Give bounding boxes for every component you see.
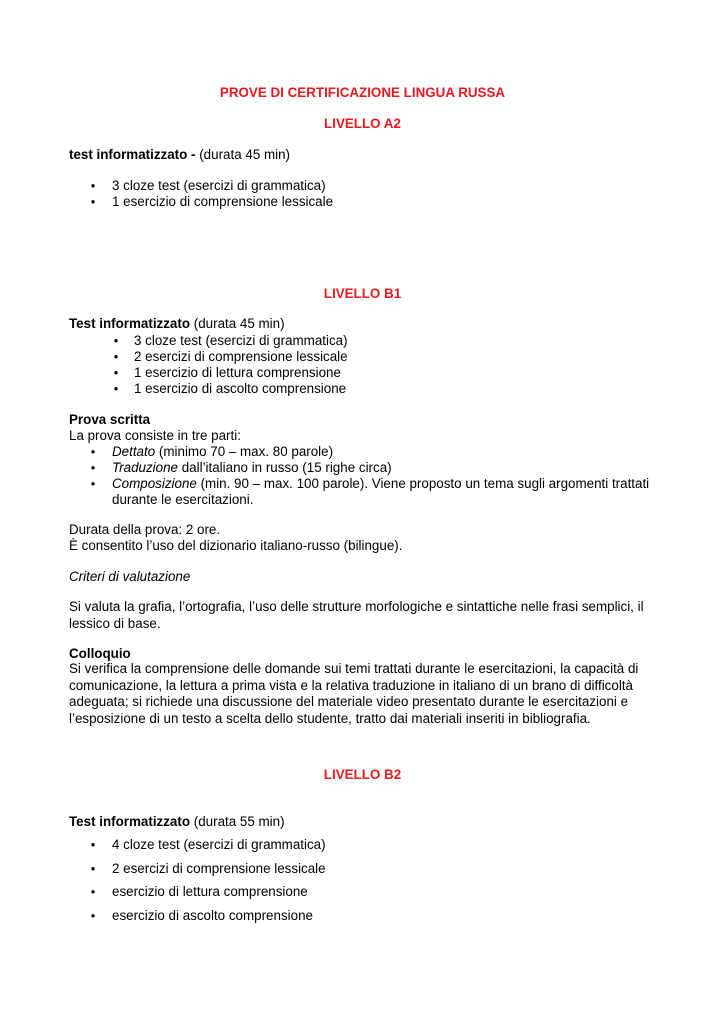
written-item-detail: dall’italiano in russo (15 righe circa) [178,460,392,475]
written-item-detail: (min. 90 – max. 100 parole). Viene proposto un tema sugli argomenti trattati durante le esercitazioni. [112,476,650,507]
criteria-text: Si valuta la grafia, l’ortografia, l’uso delle strutture morfologiche e sintattiche nelle frasi semplici, il lessico di base. [69,599,644,631]
oral-exam-text: Si verifica la comprensione delle domande sui temi trattati durante le esercitazioni, la capacità di comunicazione, la lettura a prima vista e la relativa traduzione in italiano di un brano di difficoltà adeguata; si richiede una discussione del materiale video presentato durante le esercitazioni e l’esposizione di un testo a scelta dello studente, tratto dai materiali inseriti in bibliografia. [69,661,639,726]
exam-duration: Durata della prova: 2 ore. [69,522,221,537]
a2-list-item: 1 esercizio di comprensione lessicale [112,194,334,209]
bullet-icon: • [90,444,96,459]
a2-test-duration: (durata 45 min) [199,147,291,162]
b1-list-item: 2 esercizi di comprensione lessicale [134,349,348,364]
level-b2-heading: LIVELLO B2 [323,767,402,782]
written-item-composition [112,476,657,508]
bullet-icon: • [90,884,96,899]
bullet-icon: • [113,365,119,380]
dictionary-note: È consentito l’uso del dizionario italiano-russo (bilingue). [69,538,403,553]
level-b1-heading: LIVELLO B1 [323,286,402,301]
a2-list-item: 3 cloze test (esercizi di grammatica) [112,178,326,193]
bullet-icon: • [113,349,119,364]
criteria-heading: Criteri di valutazione [69,569,191,584]
bullet-icon: • [90,908,96,923]
b2-test-duration: (durata 55 min) [193,814,285,829]
b1-test-duration: (durata 45 min) [193,316,285,331]
written-item-title: Traduzione [112,460,178,475]
written-item-translation [112,460,392,476]
b1-list-item: 1 esercizio di ascolto comprensione [134,381,347,396]
a2-test-label: test informatizzato - [69,147,196,162]
written-test-heading: Prova scritta [69,412,151,427]
written-item-title: Dettato [112,444,156,459]
b2-list-item: esercizio di lettura comprensione [112,884,308,899]
bullet-icon: • [90,178,96,193]
written-test-intro: La prova consiste in tre parti: [69,428,241,443]
b2-list-item: esercizio di ascolto comprensione [112,908,313,923]
a2-test-line [69,147,290,163]
b1-test-line [69,316,285,332]
bullet-icon: • [113,333,119,348]
bullet-icon: • [90,460,96,475]
b1-list-item: 1 esercizio di lettura comprensione [134,365,341,380]
bullet-icon: • [90,837,96,852]
written-item-detail: (minimo 70 – max. 80 parole) [155,444,334,459]
bullet-icon: • [90,194,96,209]
bullet-icon: • [113,381,119,396]
oral-exam-heading: Colloquio [69,646,131,661]
bullet-icon: • [90,861,96,876]
b2-list-item: 4 cloze test (esercizi di grammatica) [112,837,326,852]
written-item-title: Composizione [112,476,197,491]
b1-test-label: Test informatizzato [69,316,191,331]
document-title: PROVE DI CERTIFICAZIONE LINGUA RUSSA [219,85,506,100]
written-item-dictation [112,444,333,460]
b2-test-line [69,814,285,830]
b2-test-label: Test informatizzato [69,814,191,829]
bullet-icon: • [90,476,96,491]
b2-list-item: 2 esercizi di comprensione lessicale [112,861,326,876]
b1-list-item: 3 cloze test (esercizi di grammatica) [134,333,348,348]
level-a2-heading: LIVELLO A2 [324,116,401,131]
